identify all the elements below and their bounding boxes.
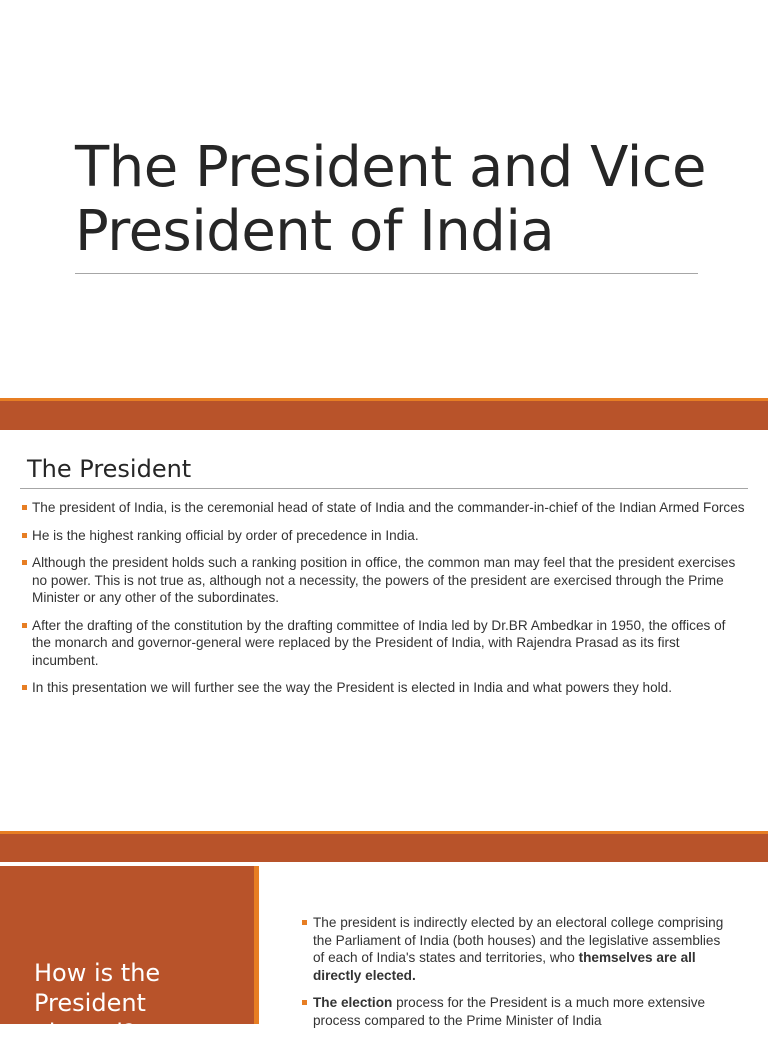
list-item [20,679,748,697]
bullet-square-icon [302,920,307,925]
bullet-text: process for the President is a much more extensive process compared to the Prime Minister of India [313,995,706,1028]
slide-separator-band [0,831,768,865]
title-slide [0,0,768,398]
slide-separator-band [0,398,768,430]
president-slide [0,431,768,831]
bullet-text: He is the highest ranking official by order of precedence in India. [32,527,419,543]
heading-panel [0,866,254,1047]
bullet-emphasis: The election [313,995,393,1010]
bullet-text: In this presentation we will further see the way the President is elected in India and what powers they hold. [32,680,673,695]
presentation-title: The President and Vice President of India [75,135,707,264]
bullet-list [300,914,730,1039]
panel-accent-stripe [254,866,259,1024]
bullet-square-icon [22,685,27,690]
bullet-square-icon [22,505,27,510]
heading-divider [20,488,748,489]
election-slide [0,862,768,1047]
slide-heading: How is the President elected? [34,959,161,1047]
list-item [20,527,748,545]
bullet-square-icon [302,1000,307,1005]
bullet-text: Although the president holds such a ranking position in office, the common man may feel that the president exercises no power. This is not true as, although not a necessity, the powers of the president are exercised through the Prime Minister or any other of the subordinates. [32,555,736,605]
bullet-square-icon [22,533,27,538]
separator-bar [0,834,768,865]
separator-bar [0,401,768,430]
bullet-text: After the drafting of the constitution by the drafting committee of India led by Dr.BR Ambedkar in 1950, the offices of the monarch and governor-general were replaced by the President of India, with Rajendra Prasad as its first incumbent. [32,617,726,668]
bullet-text: The president is indirectly elected by an electoral college comprising the Parliament of India (both houses) and the legislative assemblies of each of India's states and territories, who [313,915,724,965]
title-divider [75,273,698,274]
bullet-text: The president of India, is the ceremonial head of state of India and the commander-in-chief of the Indian Armed Forces [32,500,745,515]
bullet-list [20,499,748,707]
bullet-emphasis: themselves are all directly elected. [313,950,696,983]
bullet-square-icon [22,560,27,565]
bullet-square-icon [22,623,27,628]
list-item [20,617,748,670]
list-item [300,994,730,1029]
slide-heading: The President [27,455,192,483]
list-item [20,499,748,517]
list-item [300,914,730,984]
list-item [20,554,748,607]
